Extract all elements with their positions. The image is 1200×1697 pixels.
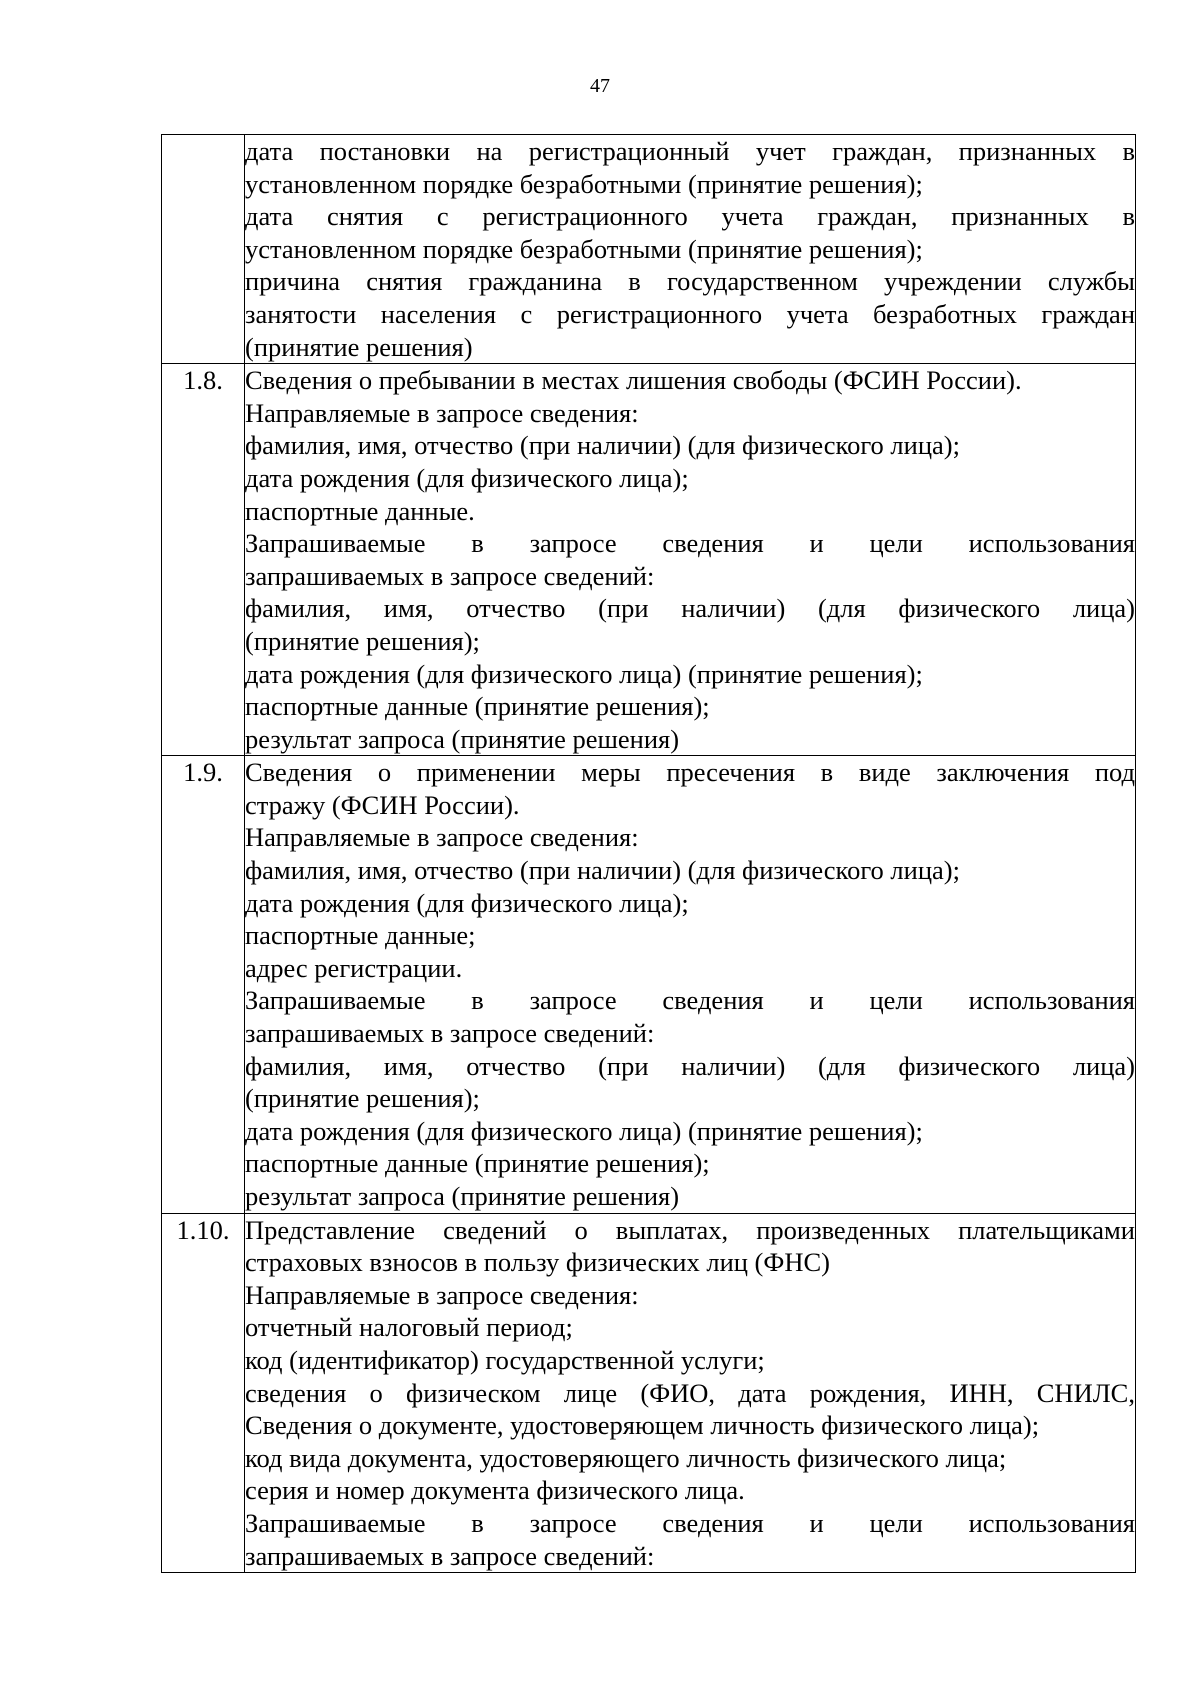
text-line: причина снятия гражданина в государственном учреждении службы	[245, 266, 1135, 297]
text-line: дата рождения (для физического лица) (принятие решения);	[245, 658, 923, 689]
text-line: стражу (ФСИН России).	[245, 789, 520, 820]
text-line: паспортные данные;	[245, 920, 476, 951]
text-line: код вида документа, удостоверяющего личность физического лица;	[245, 1442, 1007, 1473]
text-line: Направляемые в запросе сведения:	[245, 822, 639, 853]
text-line: результат запроса (принятие решения)	[245, 1181, 680, 1211]
row-content-cell	[245, 135, 1136, 364]
page-number: 47	[590, 75, 610, 97]
text-line: запрашиваемых в запросе сведений:	[245, 1018, 655, 1049]
text-line: паспортные данные.	[245, 495, 475, 526]
text-line: фамилия, имя, отчество (при наличии) (для физического лица)	[245, 1050, 1135, 1081]
text-line: фамилия, имя, отчество (при наличии) (для физического лица);	[245, 855, 960, 886]
table-row	[162, 135, 1136, 364]
document-table	[161, 134, 1136, 1573]
text-line: (принятие решения);	[245, 625, 480, 656]
text-line: Запрашиваемые в запросе сведения и цели использования	[245, 985, 1135, 1016]
text-line: страховых взносов в пользу физических лиц (ФНС)	[245, 1247, 830, 1278]
text-line: код (идентификатор) государственной услуги;	[245, 1344, 765, 1375]
text-line: серия и номер документа физического лица.	[245, 1475, 745, 1506]
table-row	[162, 364, 1136, 756]
text-line: дата снятия с регистрационного учета граждан, признанных в	[245, 201, 1135, 232]
text-line: (принятие решения);	[245, 1083, 480, 1114]
row-content-cell	[245, 1213, 1136, 1573]
text-line: фамилия, имя, отчество (при наличии) (для физического лица)	[245, 593, 1135, 624]
text-line: дата рождения (для физического лица);	[245, 462, 689, 493]
row-number-cell	[162, 135, 245, 364]
row-number-cell: 1.8.	[162, 364, 245, 756]
text-line: отчетный налоговый период;	[245, 1312, 573, 1343]
text-line: занятости населения с регистрационного учета безработных граждан	[245, 298, 1135, 329]
row-content-cell	[245, 756, 1136, 1213]
text-line: Сведения о пребывании в местах лишения свободы (ФСИН России).	[245, 365, 1022, 396]
text-line: запрашиваемых в запросе сведений:	[245, 560, 655, 591]
text-line: адрес регистрации.	[245, 952, 463, 983]
text-line: Сведения о применении меры пресечения в виде заключения под	[245, 757, 1135, 788]
text-line: (принятие решения)	[245, 331, 473, 362]
text-line: дата постановки на регистрационный учет граждан, признанных в	[245, 136, 1135, 166]
text-line: сведения о физическом лице (ФИО, дата рождения, ИНН, СНИЛС,	[245, 1377, 1135, 1408]
text-line: паспортные данные (принятие решения);	[245, 1148, 710, 1179]
text-line: Представление сведений о выплатах, произведенных плательщиками	[245, 1214, 1135, 1245]
text-line: результат запроса (принятие решения)	[245, 723, 680, 754]
row-number-cell: 1.10.	[162, 1213, 245, 1573]
table-body	[162, 135, 1136, 1573]
text-line: Запрашиваемые в запросе сведения и цели использования	[245, 528, 1135, 559]
table-row	[162, 756, 1136, 1213]
text-line: Направляемые в запросе сведения:	[245, 397, 639, 428]
text-line: Сведения о документе, удостоверяющем личность физического лица);	[245, 1410, 1040, 1441]
text-line: дата рождения (для физического лица);	[245, 887, 689, 918]
text-line: запрашиваемых в запросе сведений:	[245, 1540, 655, 1571]
text-line: Направляемые в запросе сведения:	[245, 1279, 639, 1310]
text-line: фамилия, имя, отчество (при наличии) (для физического лица);	[245, 430, 960, 461]
row-content-cell	[245, 364, 1136, 756]
text-line: дата рождения (для физического лица) (принятие решения);	[245, 1115, 923, 1146]
text-line: установленном порядке безработными (принятие решения);	[245, 233, 923, 264]
text-line: Запрашиваемые в запросе сведения и цели использования	[245, 1507, 1135, 1538]
text-line: паспортные данные (принятие решения);	[245, 691, 710, 722]
table-row	[162, 1213, 1136, 1573]
text-line: установленном порядке безработными (принятие решения);	[245, 168, 923, 199]
row-number-cell: 1.9.	[162, 756, 245, 1213]
